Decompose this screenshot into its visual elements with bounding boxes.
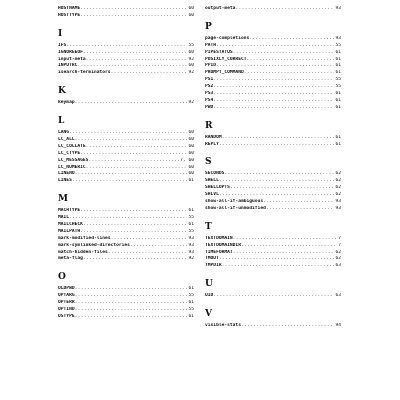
- index-section: [205, 309, 341, 330]
- page-number: 61: [188, 313, 194, 319]
- page-number: 62: [335, 178, 341, 184]
- dot-leader: [219, 142, 335, 149]
- index-term: PROMPT_COMMAND: [205, 70, 244, 76]
- index-term: output-meta: [205, 6, 236, 11]
- section-letter-heading: L: [58, 116, 65, 127]
- page-number: 55: [188, 228, 194, 234]
- index-term: LANG: [58, 130, 70, 136]
- index-term: TMOUT: [205, 256, 219, 262]
- section-letter-heading: K: [58, 86, 66, 97]
- dot-leader: [83, 256, 188, 263]
- dot-leader: [263, 199, 334, 206]
- dot-leader: [80, 229, 187, 236]
- page-number: 7: [338, 242, 341, 248]
- section-letter-heading: V: [205, 309, 212, 320]
- index-entry: [58, 171, 194, 178]
- index-term: REPLY: [205, 141, 219, 147]
- page-number: 60: [188, 6, 194, 11]
- index-entry: [205, 98, 341, 105]
- page-number: 62: [335, 192, 341, 198]
- page-number: 94: [335, 323, 341, 329]
- section-letter-heading: R: [205, 120, 213, 131]
- dot-leader: [219, 256, 335, 263]
- index-entry: [205, 250, 341, 257]
- index-term: PS1: [205, 77, 214, 83]
- index-term: SECONDS: [205, 171, 225, 177]
- index-term: LC_COLLATE: [58, 143, 86, 149]
- index-term: PS4: [205, 97, 214, 103]
- index-term: TEXTDOMAIN: [205, 235, 233, 241]
- page-number: 55: [188, 307, 194, 313]
- dot-leader: [216, 63, 334, 70]
- index-term: mark-modified-lines: [58, 235, 111, 241]
- index-entry: [58, 6, 194, 13]
- index-term: PS2: [205, 84, 214, 90]
- index-term: INPUTRC: [58, 63, 78, 69]
- page-number: 60: [188, 171, 194, 177]
- index-term: RANDOM: [205, 134, 222, 140]
- index-entry: [58, 229, 194, 236]
- index-term: match-hidden-files: [58, 249, 108, 255]
- index-entry: [58, 158, 194, 165]
- index-term: MAILCHECK: [58, 222, 83, 228]
- page-number: 93: [335, 6, 341, 11]
- index-term: show-all-if-ambiguous: [205, 199, 264, 205]
- page-number: 55: [335, 77, 341, 83]
- dot-leader: [83, 222, 188, 229]
- index-entry: [205, 236, 341, 243]
- index-entry: [58, 137, 194, 144]
- index-entry: [205, 105, 341, 112]
- index-term: PWD: [205, 104, 214, 110]
- index-entry: [205, 50, 341, 57]
- page-number: 60: [188, 12, 194, 18]
- index-term: UID: [205, 293, 214, 299]
- index-entry: [58, 256, 194, 263]
- index-term: PPID: [205, 63, 217, 69]
- index-entry: [58, 307, 194, 314]
- page-number: 61: [335, 91, 341, 97]
- dot-leader: [216, 43, 334, 50]
- index-term: MAIL: [58, 215, 70, 221]
- dot-leader: [77, 63, 187, 70]
- page-number: 61: [188, 208, 194, 214]
- dot-leader: [72, 178, 188, 185]
- page-number: 62: [335, 256, 341, 262]
- index-entry: [58, 300, 194, 307]
- page-number: 93: [335, 35, 341, 41]
- dot-leader: [241, 323, 334, 330]
- index-entry: [205, 185, 341, 192]
- index-entry: [205, 263, 341, 270]
- dot-leader: [75, 286, 188, 293]
- dot-leader: [235, 6, 334, 13]
- dot-leader: [80, 151, 187, 158]
- dot-leader: [130, 243, 188, 250]
- index-section: [205, 6, 341, 13]
- index-term: HOSTTYPE: [58, 12, 81, 18]
- section-letter-heading: O: [58, 272, 66, 283]
- page-number: 92: [188, 56, 194, 62]
- page-number: 92: [188, 70, 194, 76]
- index-term: IGNOREEOF: [58, 49, 83, 55]
- section-letter-heading: S: [205, 157, 212, 168]
- dot-leader: [75, 293, 188, 300]
- index-term: mark-symlinked-directories: [58, 242, 130, 248]
- dot-leader: [213, 91, 334, 98]
- index-entry: [58, 13, 194, 20]
- dot-leader: [213, 98, 334, 105]
- dot-leader: [241, 243, 337, 250]
- index-entry: [58, 50, 194, 57]
- index-term: PATH: [205, 42, 217, 48]
- index-section: [58, 116, 194, 185]
- dot-leader: [219, 192, 335, 199]
- section-letter-heading: U: [205, 279, 213, 290]
- index-term: LC_NUMERIC: [58, 164, 86, 170]
- index-section: [58, 29, 194, 77]
- index-term: keymap: [58, 100, 75, 106]
- page-number: 92: [188, 100, 194, 106]
- index-section: [205, 157, 341, 212]
- page-number: 7, 60: [180, 157, 194, 163]
- page-number: 61: [335, 56, 341, 62]
- section-letter-heading: T: [205, 221, 212, 232]
- page-number: 55: [188, 215, 194, 221]
- page-number: 60: [188, 49, 194, 55]
- index-entry: [205, 293, 341, 300]
- page-number: 62: [335, 171, 341, 177]
- index-term: IFS: [58, 42, 67, 48]
- dot-leader: [66, 43, 187, 50]
- index-entry: [205, 142, 341, 149]
- dot-leader: [247, 57, 335, 64]
- index-term: LC_ALL: [58, 137, 75, 143]
- page-number: 93: [335, 199, 341, 205]
- section-letter-heading: M: [58, 194, 68, 205]
- page-number: 62: [335, 185, 341, 191]
- page-number: 93: [188, 249, 194, 255]
- index-term: SHELL: [205, 178, 219, 184]
- dot-leader: [233, 50, 335, 57]
- dot-leader: [75, 314, 188, 321]
- dot-leader: [80, 13, 187, 20]
- page-number: 61: [335, 134, 341, 140]
- index-term: input-meta: [58, 56, 86, 62]
- dot-leader: [86, 57, 188, 64]
- page-number: 60: [188, 130, 194, 136]
- page-number: 55: [188, 293, 194, 299]
- index-entry: [58, 178, 194, 185]
- index-section: [205, 121, 341, 149]
- page-number: 55: [335, 42, 341, 48]
- index-entry: [58, 43, 194, 50]
- page-number: 61: [188, 178, 194, 184]
- index-entry: [58, 70, 194, 77]
- page-number: 55: [188, 42, 194, 48]
- page-number: 7: [338, 235, 341, 241]
- index-term: meta-flag: [58, 256, 83, 262]
- index-section: [58, 6, 194, 20]
- dot-leader: [69, 130, 187, 137]
- index-section: [58, 86, 194, 107]
- dot-leader: [244, 70, 335, 77]
- page-number: 61: [335, 63, 341, 69]
- index-entry: [205, 43, 341, 50]
- page-number: 92: [188, 256, 194, 262]
- index-entry: [205, 6, 341, 13]
- index-entry: [58, 293, 194, 300]
- index-entry: [205, 135, 341, 142]
- page-number: 60: [188, 150, 194, 156]
- index-entry: [58, 250, 194, 257]
- section-letter-heading: I: [58, 28, 63, 39]
- index-entry: [58, 236, 194, 243]
- page-number: 61: [335, 97, 341, 103]
- index-entry: [58, 208, 194, 215]
- index-term: MACHTYPE: [58, 208, 81, 214]
- index-section: [58, 272, 194, 320]
- page-number: 60: [188, 137, 194, 143]
- index-entry: [205, 178, 341, 185]
- dot-leader: [111, 70, 188, 77]
- index-entry: [58, 215, 194, 222]
- index-entry: [58, 243, 194, 250]
- index-entry: [205, 323, 341, 330]
- dot-leader: [111, 236, 188, 243]
- index-term: PS3: [205, 91, 214, 97]
- page-number: 60: [188, 164, 194, 170]
- dot-leader: [75, 300, 188, 307]
- index-entry: [58, 222, 194, 229]
- dot-leader: [75, 307, 188, 314]
- dot-leader: [80, 208, 187, 215]
- index-entry: [205, 199, 341, 206]
- index-term: LINENO: [58, 171, 75, 177]
- index-term: LC_MESSAGES: [58, 157, 89, 163]
- dot-leader: [108, 250, 188, 257]
- page-number: 60: [188, 63, 194, 69]
- index-section: [205, 22, 341, 112]
- page-number: 55: [335, 84, 341, 90]
- index-term: visible-stats: [205, 323, 241, 329]
- index-term: SHELLOPTS: [205, 185, 230, 191]
- dot-leader: [75, 137, 188, 144]
- index-entry: [205, 70, 341, 77]
- index-entry: [205, 243, 341, 250]
- dot-leader: [213, 77, 334, 84]
- page-number: 61: [188, 222, 194, 228]
- index-term: POSIXLY_CORRECT: [205, 56, 247, 62]
- index-section: [58, 194, 194, 263]
- page-number: 61: [335, 141, 341, 147]
- index-entry: [58, 57, 194, 64]
- page-number: 93: [188, 235, 194, 241]
- index-term: HOSTNAME: [58, 6, 81, 11]
- index-entry: [205, 63, 341, 70]
- page-number: 61: [335, 104, 341, 110]
- index-term: PIPESTATUS: [205, 49, 233, 55]
- dot-leader: [233, 250, 335, 257]
- dot-leader: [75, 171, 188, 178]
- page-number: 60: [188, 143, 194, 149]
- dot-leader: [266, 206, 335, 213]
- index-entry: [205, 171, 341, 178]
- dot-leader: [230, 185, 335, 192]
- index-term: TIMEFORMAT: [205, 249, 233, 255]
- index-term: SHLVL: [205, 192, 219, 198]
- index-section: [205, 279, 341, 300]
- index-term: LC_CTYPE: [58, 150, 81, 156]
- index-term: OPTARG: [58, 293, 75, 299]
- page-number: 63: [335, 263, 341, 269]
- index-entry: [205, 36, 341, 43]
- page-number: 93: [335, 205, 341, 211]
- index-term: page-completions: [205, 35, 250, 41]
- dot-leader: [213, 293, 334, 300]
- index-entry: [205, 192, 341, 199]
- index-column-left: [58, 6, 194, 323]
- dot-leader: [222, 135, 335, 142]
- dot-leader: [75, 100, 188, 107]
- index-term: LINES: [58, 178, 72, 184]
- dot-leader: [88, 158, 179, 165]
- page-number: 61: [335, 70, 341, 76]
- index-term: isearch-terminators: [58, 70, 111, 76]
- section-letter-heading: P: [205, 21, 212, 32]
- dot-leader: [80, 6, 187, 13]
- index-entry: [205, 84, 341, 91]
- index-term: OPTIND: [58, 307, 75, 313]
- index-entry: [58, 144, 194, 151]
- index-entry: [58, 100, 194, 107]
- dot-leader: [233, 236, 338, 243]
- page-number: 62: [335, 249, 341, 255]
- index-term: OPTERR: [58, 300, 75, 306]
- dot-leader: [86, 144, 188, 151]
- index-term: MAILPATH: [58, 228, 81, 234]
- index-term: TMPDIR: [205, 263, 222, 269]
- index-entry: [58, 151, 194, 158]
- dot-leader: [83, 50, 188, 57]
- index-entry: [58, 130, 194, 137]
- page-number: 61: [188, 286, 194, 292]
- index-entry: [205, 91, 341, 98]
- dot-leader: [249, 36, 334, 43]
- index-section: [205, 222, 341, 270]
- dot-leader: [219, 178, 335, 185]
- page-number: 93: [188, 242, 194, 248]
- index-entry: [58, 63, 194, 70]
- index-term: OLDPWD: [58, 286, 75, 292]
- index-entry: [205, 206, 341, 213]
- dot-leader: [222, 263, 335, 270]
- page-number: 61: [188, 300, 194, 306]
- index-entry: [205, 57, 341, 64]
- dot-leader: [213, 84, 334, 91]
- index-entry: [58, 314, 194, 321]
- dot-leader: [69, 215, 187, 222]
- index-entry: [58, 286, 194, 293]
- index-entry: [205, 256, 341, 263]
- index-term: OSTYPE: [58, 313, 75, 319]
- dot-leader: [224, 171, 334, 178]
- index-entry: [205, 77, 341, 84]
- index-term: TEXTDOMAINDIR: [205, 242, 241, 248]
- dot-leader: [213, 105, 334, 112]
- index-term: show-all-if-unmodified: [205, 205, 266, 211]
- page-number: 63: [335, 293, 341, 299]
- index-column-right: [205, 6, 341, 332]
- dot-leader: [86, 165, 188, 172]
- index-entry: [58, 165, 194, 172]
- page-number: 61: [335, 49, 341, 55]
